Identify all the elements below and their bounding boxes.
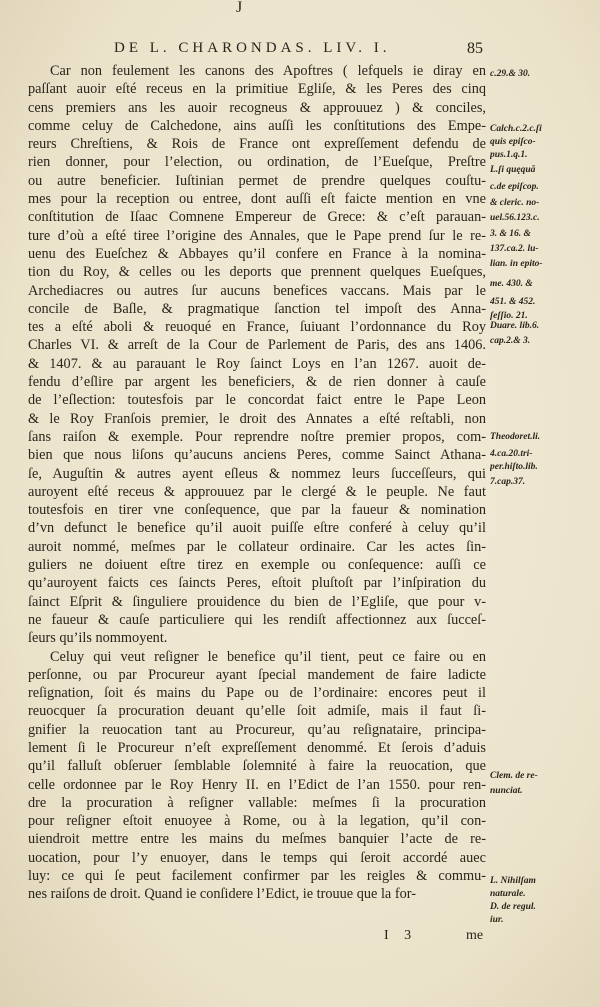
margin-note: c.de epiſcop. [490, 182, 539, 192]
text-line: guliers ne doiuent eſtre tirez en exemple ou conſequence: auſſi ce [28, 557, 486, 574]
text-line: & 1407. & au parauant le Roy ſainct Loys en l’an 1267. auoit de- [28, 355, 486, 372]
text-line: pour reſigner eſtoit enuoyee à Rome, ou à la legation, qu’il con- [28, 813, 486, 830]
margin-note: Theodoret.li. [490, 432, 541, 442]
text-line: cens premiers ans les auoir recogneus & approuuez ) & conciles, [28, 99, 486, 116]
text-line: uocation, pour l’y enuoyer, dans le temps qui ſeroit accordé auec [28, 849, 486, 866]
margin-note: D. de regul. [490, 902, 536, 912]
margin-note: 3. & 16. & [490, 229, 531, 239]
text-line: tion du Roy, & celles ou les deports que prennent quelques Eueſques, [28, 264, 486, 281]
margin-note: Clem. de re- [490, 771, 538, 781]
text-line: lement ſi le Procureur n’eſt expreſſement denommé. Et ſerois d’aduis [28, 739, 486, 756]
margin-note: Duare. lib.6. [490, 321, 540, 331]
margin-note: L.ſi quęquā [490, 165, 536, 175]
text-line: Car non feulement les canons des Apoftres ( lefquels ie diray en [50, 63, 486, 79]
text-line: mes pour la reception ou entree, dont auſſi eſt faicte mention en vne [28, 191, 486, 208]
margin-note: uel.56.123.c. [490, 213, 540, 223]
text-line: gnifier la reuocation tant au Procureur, qu’au reſignataire, principa- [28, 721, 486, 738]
text-line: & le Roy Franſois premier, le droit des Annates a eſté reſtabli, non [28, 410, 486, 427]
text-line: ou autre beneficier. Iuſtinian permet de prendre quelques couſtu- [28, 172, 486, 189]
text-line: uenu des Eueſchez & Abbayes qu’il confere en France à la nomina- [28, 245, 486, 262]
text-line: reurs Chreſtiens, & Rois de France ont expreſſement defendu de [28, 136, 486, 153]
text-line: nes raiſons de droit. Quand ie conſidere l’Edict, ie trouue que la for- [28, 886, 416, 903]
text-line: concile de Baſle, & pragmatique ſanction tel impoſt des Anna- [28, 300, 486, 317]
margin-note: Calch.c.2.c.ſi [490, 124, 542, 134]
top-mark: J [236, 0, 243, 16]
text-line: perſonne, ou par Procureur ayant ſpecial mandement de faire ladicte [28, 666, 486, 683]
text-line: d’vn defunct le benefice qu’il auoit puiſſe eſtre conferé à celuy qu’il [28, 520, 486, 537]
text-line: qu’il falluſt obſeruer ſemblable ſolemnité à faire la reuocation, que [28, 758, 486, 775]
margin-note: & cleric. no- [490, 198, 540, 208]
text-line: paſſant auoir eſté receus en la primitiue Egliſe, & les Peres des cinq [28, 81, 486, 98]
text-line: ſe, Auguſtin & autres ayent eſleus & nommez leurs ſucceſſeurs, qui [28, 465, 486, 482]
margin-note: cap.2.& 3. [490, 336, 531, 346]
margin-note: c.29.& 30. [490, 69, 531, 79]
text-line: ſans raiſon & exemple. Pour reprendre noſtre premier propos, com- [28, 428, 486, 445]
text-line: fendu d’eſlire par argent les beneficiers, & de rien donner à cauſe [28, 374, 486, 391]
text-line: ture d’où a eſté tiree l’origine des Annales, que le Pape prend ſur le re- [28, 227, 486, 244]
margin-note: 4.ca.20.tri- [490, 449, 533, 459]
text-line: celle ordonnee par le Roy Henry II. en l’Edict de l’an 1550. pour ren- [28, 776, 486, 793]
text-line: bien que nous liſons qu’aucuns anciens Peres, comme Sainct Athana- [28, 447, 486, 464]
margin-note: lian. in epito- [490, 259, 543, 269]
body-text [28, 62, 486, 904]
text-line: ne faueur & cauſe particuliere qui les rendiſt affectionnez aux ſucceſ- [28, 611, 486, 628]
text-line: uiendroit mettre entre les mains du meſmes banquier l’acte de re- [28, 831, 486, 848]
text-line: comme celuy de Calchedone, ains auſſi les conſtitutions des Empe- [28, 117, 486, 134]
text-line: rien donner, pour l’election, ou ordination, de l’Eueſque, Preſtre [28, 154, 486, 171]
margin-note: 7.cap.37. [490, 477, 526, 487]
margin-note: 451. & 452. [490, 297, 536, 307]
margin-note: iur. [490, 915, 504, 925]
page-number: 85 [467, 40, 483, 57]
margin-note: L. Nihilſam [490, 876, 536, 886]
text-line: tes a eſté aboli & reuoqué en France, ſuiuant l’ordonnance du Roy [28, 319, 486, 336]
text-line: qu’auroyent faicts ces ſaincts Peres, eſtoit pluſtoſt par l’inſpiration du [28, 575, 486, 592]
text-line: ſeurs qu’ils nommoyent. [28, 630, 168, 647]
text-line: conſtitution de Iſaac Comnene Empereur de Grece: & c’eſt parauan- [28, 209, 486, 226]
text-line: reſignation, ſoit és mains du Pape ou de l’ordinaire: encores peut il [28, 685, 486, 702]
running-head: DE L. CHARONDAS. LIV. I. [114, 40, 391, 56]
margin-note: pus.1.q.1. [490, 150, 528, 160]
text-line: auroyent eſté receus & approuuez par le clergé & le peuple. Ne faut [28, 483, 486, 500]
margin-note: nunciat. [490, 786, 523, 796]
text-line: reuocquer ſa procuration deuant qu’elle ſoit admiſe, mais il faut ſi- [28, 703, 486, 720]
margin-note: per.hiſto.lib. [490, 462, 538, 472]
text-line: Archediacres ou autres ſur aucuns benefices vaccans. Mais par le [28, 282, 486, 299]
text-line: Charles VI. & arreſt de la Cour de Parlement de Paris, des ans 1406. [28, 337, 486, 354]
text-line: toutesfois en tirer vne conſequence, que par la faueur & nomination [28, 502, 486, 519]
margin-note: naturale. [490, 889, 526, 899]
text-line: luy: ce qui ſe peut facilement confirmer par les reigles & commu- [28, 868, 486, 885]
text-line: Celuy qui veut reſigner le benefice qu’il tient, peut ce faire ou en [50, 648, 486, 665]
margin-note: 137.ca.2. lu- [490, 244, 539, 254]
margin-note: me. 430. & [490, 279, 533, 289]
margin-note: ſeſſio. 21. [490, 311, 528, 321]
catchword: me [466, 928, 484, 943]
signature-mark: I 3 [384, 928, 418, 943]
text-line: ſainct Eſprit & ſinguliere prouidence du bien de l’Egliſe, que pour v- [28, 593, 486, 610]
text-line: dre la procuration à reſigner vallable: meſmes ſi la procuration [28, 794, 486, 811]
margin-note: quis epiſco- [490, 137, 536, 147]
text-line: de l’eſlection: toutesfois par le concordat faict entre le Pape Leon [28, 392, 486, 409]
text-line: auroit nommé, meſmes par le collateur ordinaire. Car les actes ſin- [28, 538, 486, 555]
